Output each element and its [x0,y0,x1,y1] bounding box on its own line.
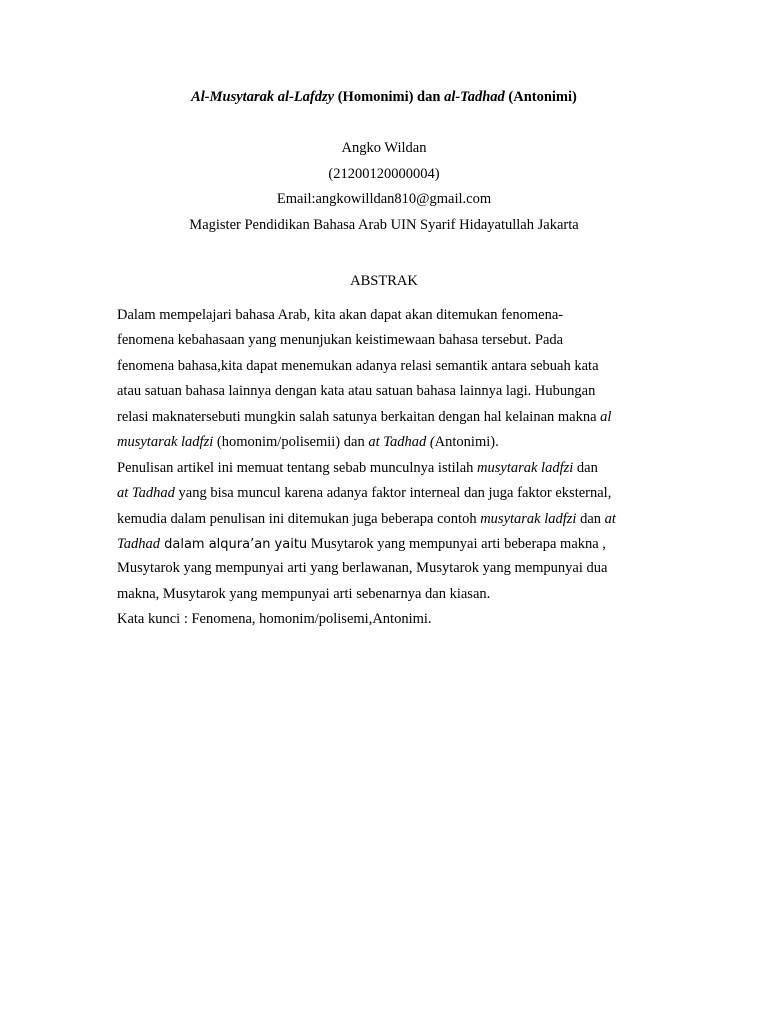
abstract-line [117,408,611,426]
author-affiliation: Magister Pendidikan Bahasa Arab UIN Syarif Hidayatullah Jakarta [189,217,579,233]
abstract-text: dan [573,460,598,476]
title-text-2: (Antonimi) [504,89,577,105]
abstract-italic: at Tadhad [117,485,175,501]
abstract-line [117,535,606,554]
abstract-italic: musytarak ladfzi [477,460,574,476]
author-name: Angko Wildan [341,140,427,156]
abstract-line: makna, Musytarok yang mempunyai arti sebenarnya dan kiasan. [117,586,491,602]
abstract-line: fenomena bahasa,kita dapat menemukan adanya relasi semantik antara sebuah kata [117,358,599,374]
abstract-italic: al [600,409,612,425]
author-email: Email:angkowilldan810@gmail.com [276,191,492,207]
abstract-text: Musytarok yang mempunyai arti beberapa makna , [307,536,606,552]
abstract-line: Musytarok yang mempunyai arti yang berlawanan, Musytarok yang mempunyai dua [117,560,608,576]
title-text-1: (Homonimi) dan [334,89,445,105]
abstract-text: yang bisa muncul karena adanya faktor interneal dan juga faktor eksternal, [174,485,612,501]
abstract-italic: musytarak ladfzi [480,511,577,527]
keywords-line: Kata kunci : Fenomena, homonim/polisemi,Antonimi. [117,611,432,627]
title-italic-1: Al-Musytarak al-Lafdzy [191,89,335,105]
abstract-line [117,510,616,528]
abstract-text: dan [576,511,605,527]
abstract-text: (homonim/polisemii) dan [213,434,369,450]
abstract-italic: musytarak ladfzi [117,434,214,450]
abstract-line [117,459,598,477]
abstract-text: Penulisan artikel ini memuat tentang sebab munculnya istilah [117,460,478,476]
abstract-italic: Tadhad [117,536,160,552]
abstract-line: fenomena kebahasaan yang menunjukan keistimewaan bahasa tersebut. Pada [117,332,564,348]
abstract-text: relasi maknatersebuti mungkin salah satunya berkaitan dengan hal kelainan makna [117,409,601,425]
abstract-line [117,484,611,502]
abstract-sans-text: dalam alqura’an yaitu [159,537,308,552]
abstract-line [117,433,499,451]
abstract-text: kemudia dalam penulisan ini ditemukan juga beberapa contoh [117,511,481,527]
abstract-text: Antonimi). [434,434,499,450]
abstract-italic: at [604,511,616,527]
abstract-italic: at Tadhad ( [368,434,435,450]
paper-title [0,88,768,106]
abstract-line: Dalam mempelajari bahasa Arab, kita akan dapat akan ditemukan fenomena- [117,307,564,323]
abstract-heading: ABSTRAK [350,273,418,289]
abstract-line: atau satuan bahasa lainnya dengan kata atau satuan bahasa lainnya lagi. Hubungan [117,383,596,399]
title-italic-2: al-Tadhad [444,89,505,105]
author-id: (21200120000004) [328,166,440,182]
